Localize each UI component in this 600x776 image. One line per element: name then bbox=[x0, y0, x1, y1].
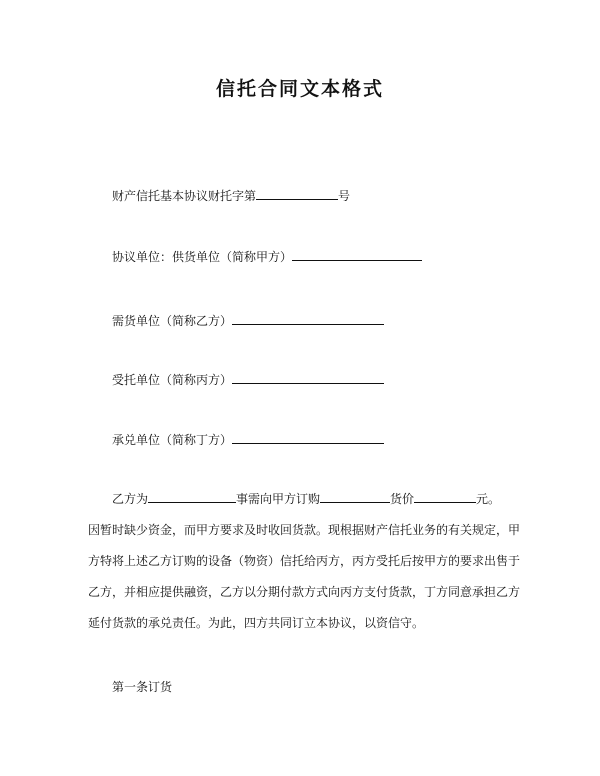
party-b-blank bbox=[232, 312, 384, 325]
party-b-label: 需货单位（简称乙方） bbox=[112, 314, 233, 328]
party-a-blank bbox=[292, 248, 422, 261]
paragraph-row: 方特将上述乙方订购的设备（物资）信托给丙方，丙方受托后按甲方的要求出售于 bbox=[88, 554, 521, 568]
paragraph-row: 乙方，并相应提供融资，乙方以分期付款方式向丙方支付货款，丁方同意承担乙方 bbox=[88, 585, 521, 599]
price-blank bbox=[414, 490, 476, 503]
reference-suffix: 号 bbox=[338, 189, 351, 203]
paragraph-row: 因暂时缺少资金，而甲方要求及时收回货款。现根据财产信托业务的有关规定，甲 bbox=[88, 523, 521, 537]
party-b-line bbox=[112, 312, 384, 329]
para-text-3: 货价 bbox=[390, 492, 415, 506]
paragraph-row bbox=[88, 484, 518, 515]
paragraph-row: 延付货款的承兑责任。为此，四方共同订立本协议，以资信守。 bbox=[88, 616, 425, 630]
para-text-1: 乙方为 bbox=[112, 492, 149, 506]
party-a-line bbox=[112, 248, 422, 265]
reference-number-blank bbox=[256, 187, 338, 200]
party-c-label: 受托单位（简称丙方） bbox=[112, 373, 233, 387]
party-c-blank bbox=[232, 371, 384, 384]
party-c-line bbox=[112, 371, 384, 388]
para-text-2: 事需向甲方订购 bbox=[236, 492, 321, 506]
party-d-line bbox=[112, 431, 384, 448]
article-1-heading: 第一条订货 bbox=[112, 680, 173, 694]
item-blank bbox=[148, 490, 236, 503]
reference-prefix: 财产信托基本协议财托字第 bbox=[112, 189, 257, 203]
party-d-label: 承兑单位（简称丁方） bbox=[112, 433, 233, 447]
order-blank bbox=[320, 490, 390, 503]
reference-number-line bbox=[112, 187, 350, 204]
party-d-blank bbox=[232, 431, 384, 444]
document-title: 信托合同文本格式 bbox=[215, 78, 384, 100]
agreement-paragraph bbox=[88, 484, 521, 639]
party-a-label: 协议单位：供货单位（简称甲方） bbox=[112, 250, 293, 264]
para-text-4: 元。 bbox=[476, 492, 501, 506]
